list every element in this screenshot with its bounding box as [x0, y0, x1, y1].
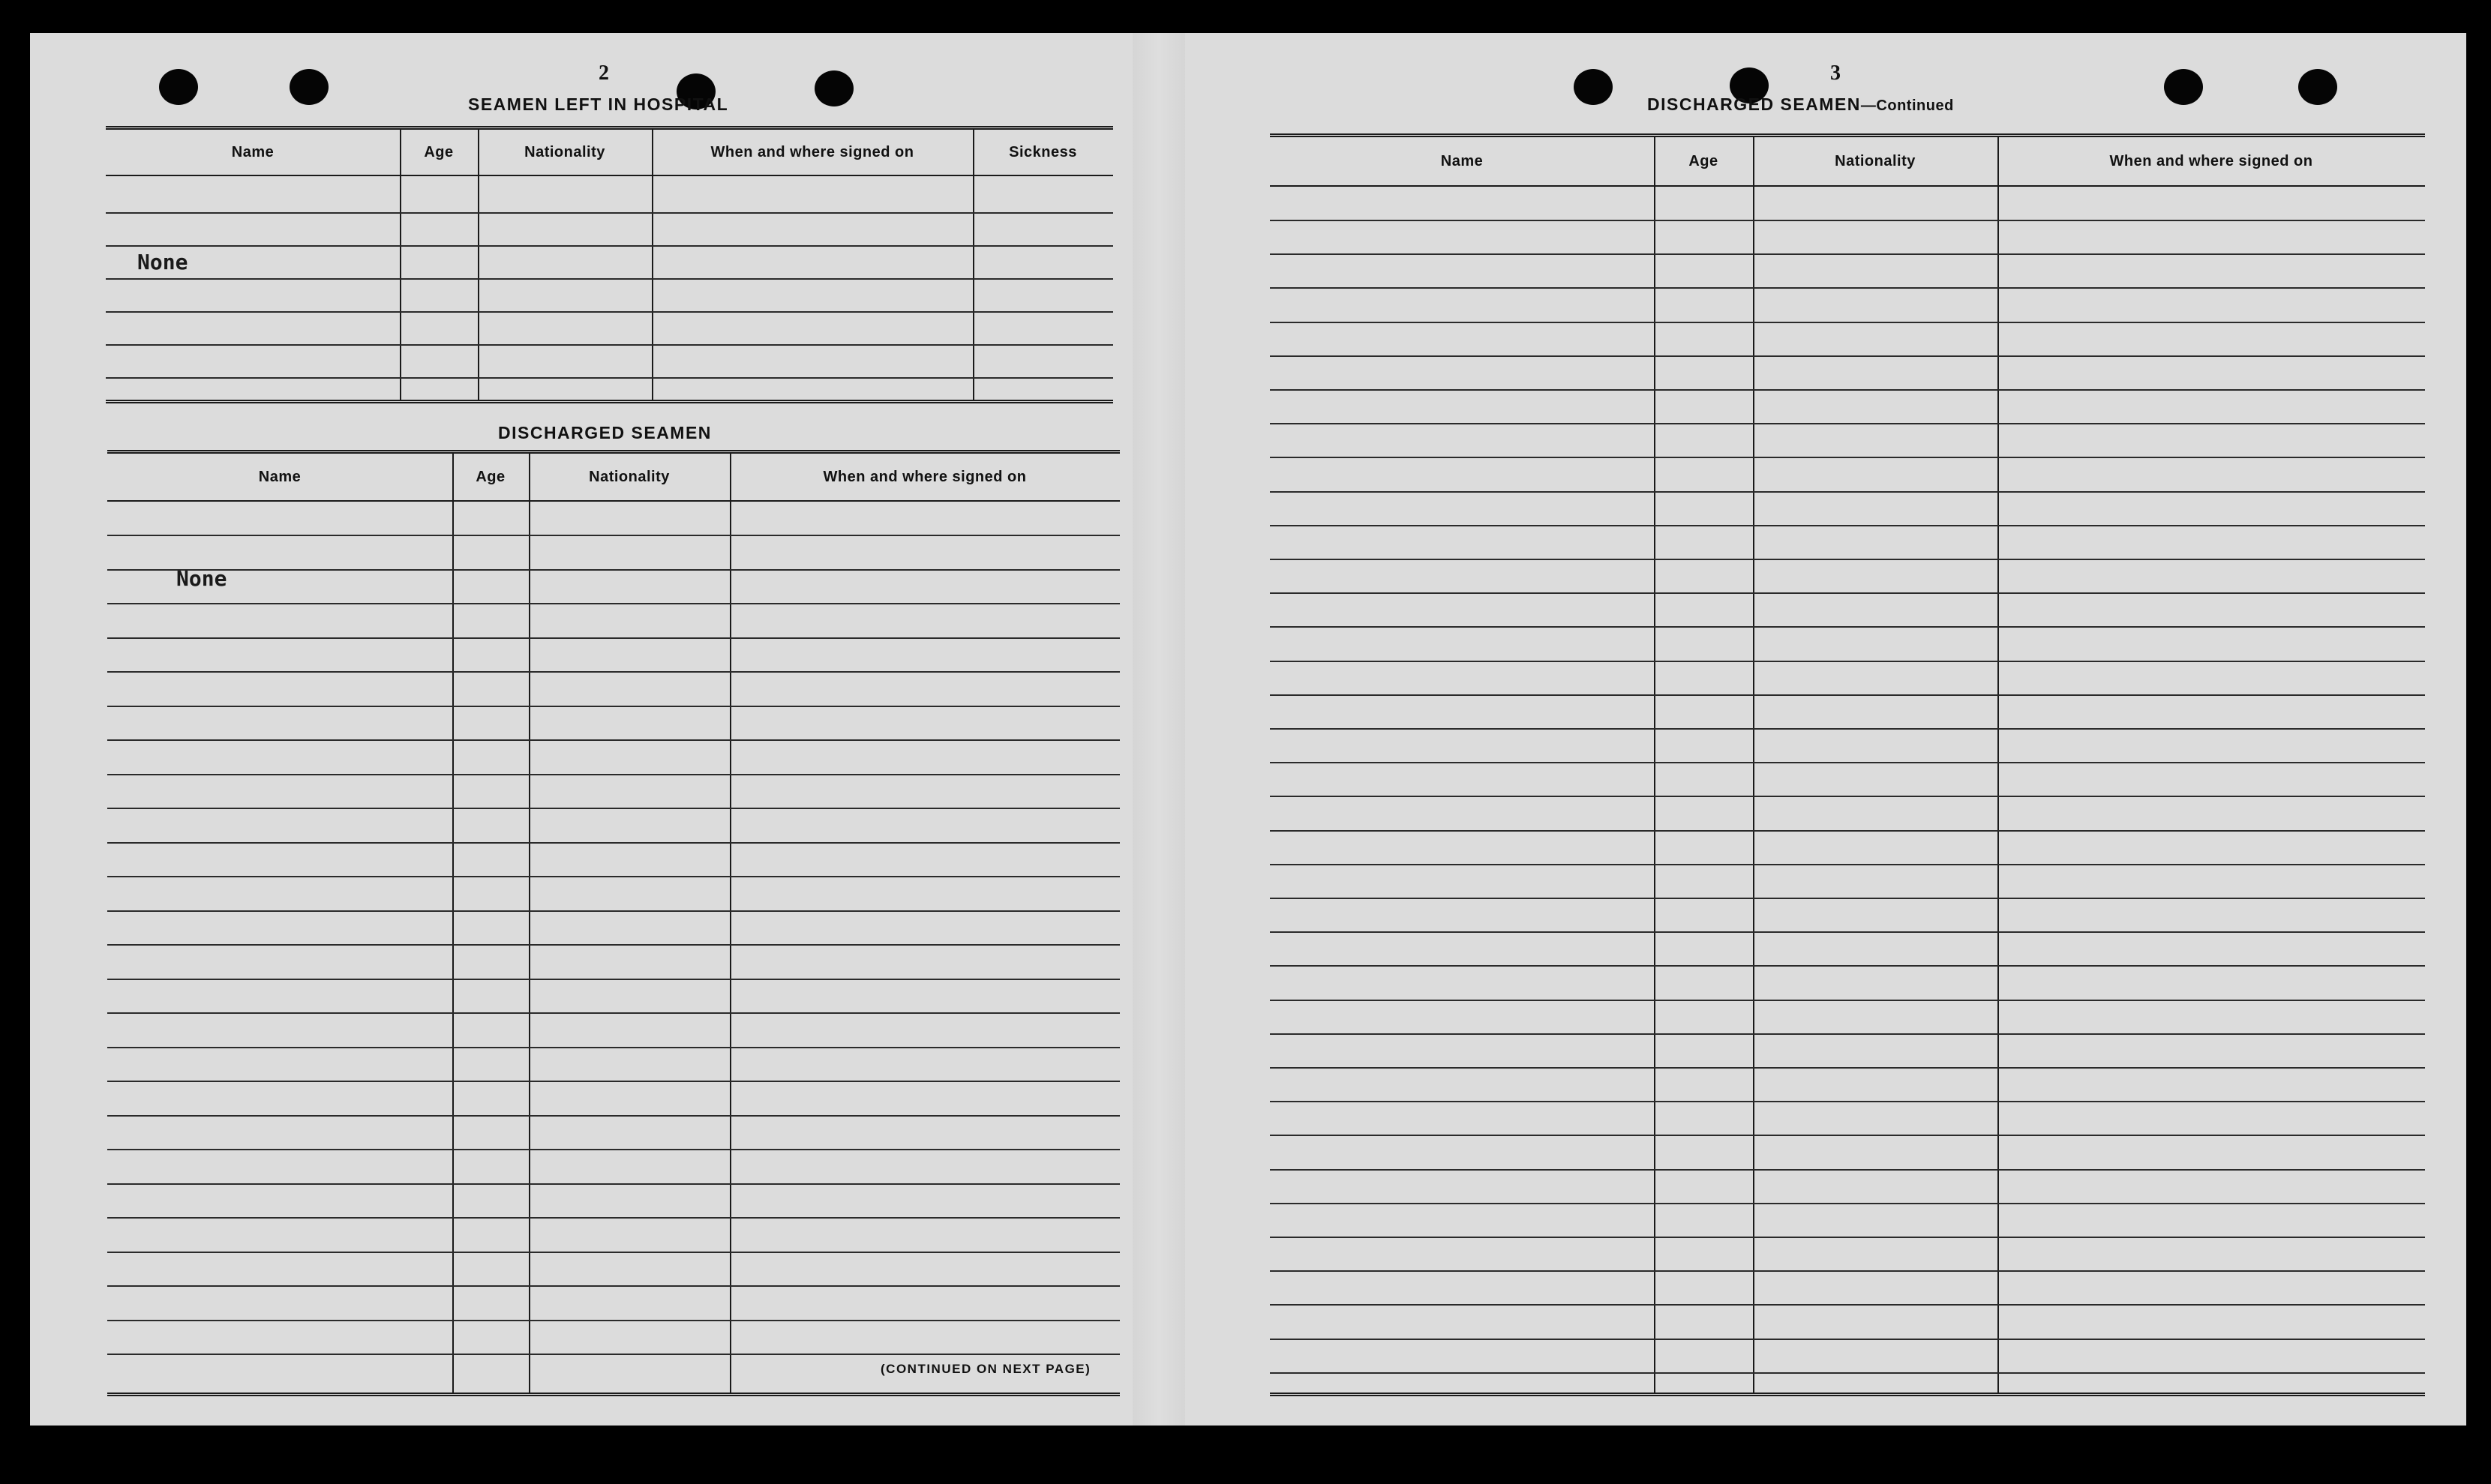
column-header-name: Name	[1440, 152, 1484, 169]
discharged-section-title: DISCHARGED SEAMEN	[498, 423, 712, 442]
column-header-nationality: Nationality	[589, 468, 670, 485]
row-line	[107, 603, 1120, 604]
row-line	[1270, 1339, 2425, 1340]
row-line	[1270, 1237, 2425, 1238]
row-line	[1270, 1101, 2425, 1102]
row-line	[106, 344, 1113, 346]
row-line	[1270, 559, 2425, 560]
row-line	[1270, 898, 2425, 899]
row-line	[1270, 287, 2425, 289]
column-header-age: Age	[476, 468, 506, 485]
row-line	[107, 1081, 1120, 1082]
continued-note: (CONTINUED ON NEXT PAGE)	[881, 1362, 1091, 1376]
document-sheet	[30, 33, 2466, 1426]
row-line	[1270, 457, 2425, 458]
row-line	[1270, 1067, 2425, 1069]
row-line	[107, 1320, 1120, 1321]
column-divider	[1753, 137, 1754, 1393]
row-line	[1270, 1169, 2425, 1171]
row-line	[107, 774, 1120, 775]
column-divider	[973, 130, 974, 400]
discharged-entry-none: None	[176, 566, 227, 591]
discharged-table-left	[107, 450, 1120, 1396]
row-line	[1270, 253, 2425, 255]
punch-hole	[290, 69, 329, 105]
row-line	[1270, 931, 2425, 933]
column-header-nationality: Nationality	[1835, 152, 1916, 169]
row-line	[107, 569, 1120, 571]
row-line	[106, 212, 1113, 214]
row-line	[106, 278, 1113, 280]
row-line	[107, 637, 1120, 639]
hospital-table-header	[106, 130, 1113, 176]
row-line	[1270, 389, 2425, 391]
row-line	[107, 1217, 1120, 1219]
row-line	[107, 808, 1120, 809]
row-line	[1270, 322, 2425, 323]
row-line	[1270, 525, 2425, 526]
column-header-age: Age	[424, 143, 454, 160]
column-header-signed-on: When and where signed on	[823, 468, 1027, 485]
row-line	[107, 671, 1120, 673]
discharged-table-right	[1270, 133, 2425, 1396]
row-line	[107, 1149, 1120, 1150]
hospital-entry-none: None	[137, 250, 188, 274]
discharged-continued-title	[1647, 94, 1954, 115]
row-line	[1270, 762, 2425, 763]
row-line	[1270, 830, 2425, 832]
row-line	[107, 706, 1120, 707]
hospital-section-title: SEAMEN LEFT IN HOSPITAL	[468, 94, 729, 114]
column-header-signed-on: When and where signed on	[2109, 152, 2313, 169]
row-line	[107, 1252, 1120, 1253]
row-line	[107, 1047, 1120, 1048]
row-line	[1270, 491, 2425, 493]
column-header-nationality: Nationality	[524, 143, 605, 160]
column-divider	[652, 130, 653, 400]
row-line	[1270, 423, 2425, 424]
punch-hole	[815, 70, 854, 106]
row-line	[1270, 1135, 2425, 1136]
discharged-table-header	[107, 454, 1120, 502]
column-header-name: Name	[258, 468, 302, 485]
row-line	[107, 1285, 1120, 1287]
punch-hole	[2164, 69, 2203, 105]
row-line	[107, 1183, 1120, 1185]
punch-hole	[2298, 69, 2337, 105]
row-line	[107, 910, 1120, 912]
discharged-continued-title-main: DISCHARGED SEAMEN	[1647, 94, 1861, 114]
row-line	[1270, 1270, 2425, 1272]
row-line	[1270, 728, 2425, 730]
row-line	[106, 377, 1113, 379]
column-divider	[400, 130, 401, 400]
page-number-left: 2	[599, 61, 610, 85]
discharged-continued-title-suffix: —Continued	[1860, 97, 1954, 114]
hospital-table	[106, 126, 1113, 403]
row-line	[1270, 1000, 2425, 1001]
row-line	[1270, 694, 2425, 696]
discharged-continued-table-header	[1270, 137, 2425, 187]
row-line	[107, 979, 1120, 980]
row-line	[106, 245, 1113, 247]
row-line	[1270, 592, 2425, 594]
column-header-age: Age	[1688, 152, 1718, 169]
row-line	[1270, 626, 2425, 628]
row-line	[106, 311, 1113, 313]
column-divider	[478, 130, 479, 400]
row-line	[107, 1354, 1120, 1355]
row-line	[1270, 661, 2425, 662]
row-line	[107, 1012, 1120, 1014]
page-number-right: 3	[1830, 61, 1841, 85]
column-divider	[1997, 137, 1999, 1393]
row-line	[1270, 965, 2425, 967]
column-header-name: Name	[231, 143, 275, 160]
row-line	[107, 1115, 1120, 1117]
row-line	[1270, 1304, 2425, 1306]
column-header-signed-on: When and where signed on	[710, 143, 914, 160]
punch-hole	[159, 69, 198, 105]
row-line	[1270, 1372, 2425, 1374]
row-line	[107, 535, 1120, 536]
row-line	[1270, 1033, 2425, 1035]
row-line	[107, 739, 1120, 741]
row-line	[1270, 864, 2425, 865]
row-line	[107, 944, 1120, 946]
row-line	[1270, 220, 2425, 221]
column-header-sickness: Sickness	[1009, 143, 1077, 160]
row-line	[1270, 1203, 2425, 1204]
row-line	[107, 842, 1120, 844]
row-line	[1270, 355, 2425, 357]
column-divider	[1654, 137, 1655, 1393]
page-fold	[1133, 33, 1185, 1426]
punch-hole	[1574, 69, 1613, 105]
row-line	[107, 876, 1120, 877]
row-line	[1270, 796, 2425, 797]
